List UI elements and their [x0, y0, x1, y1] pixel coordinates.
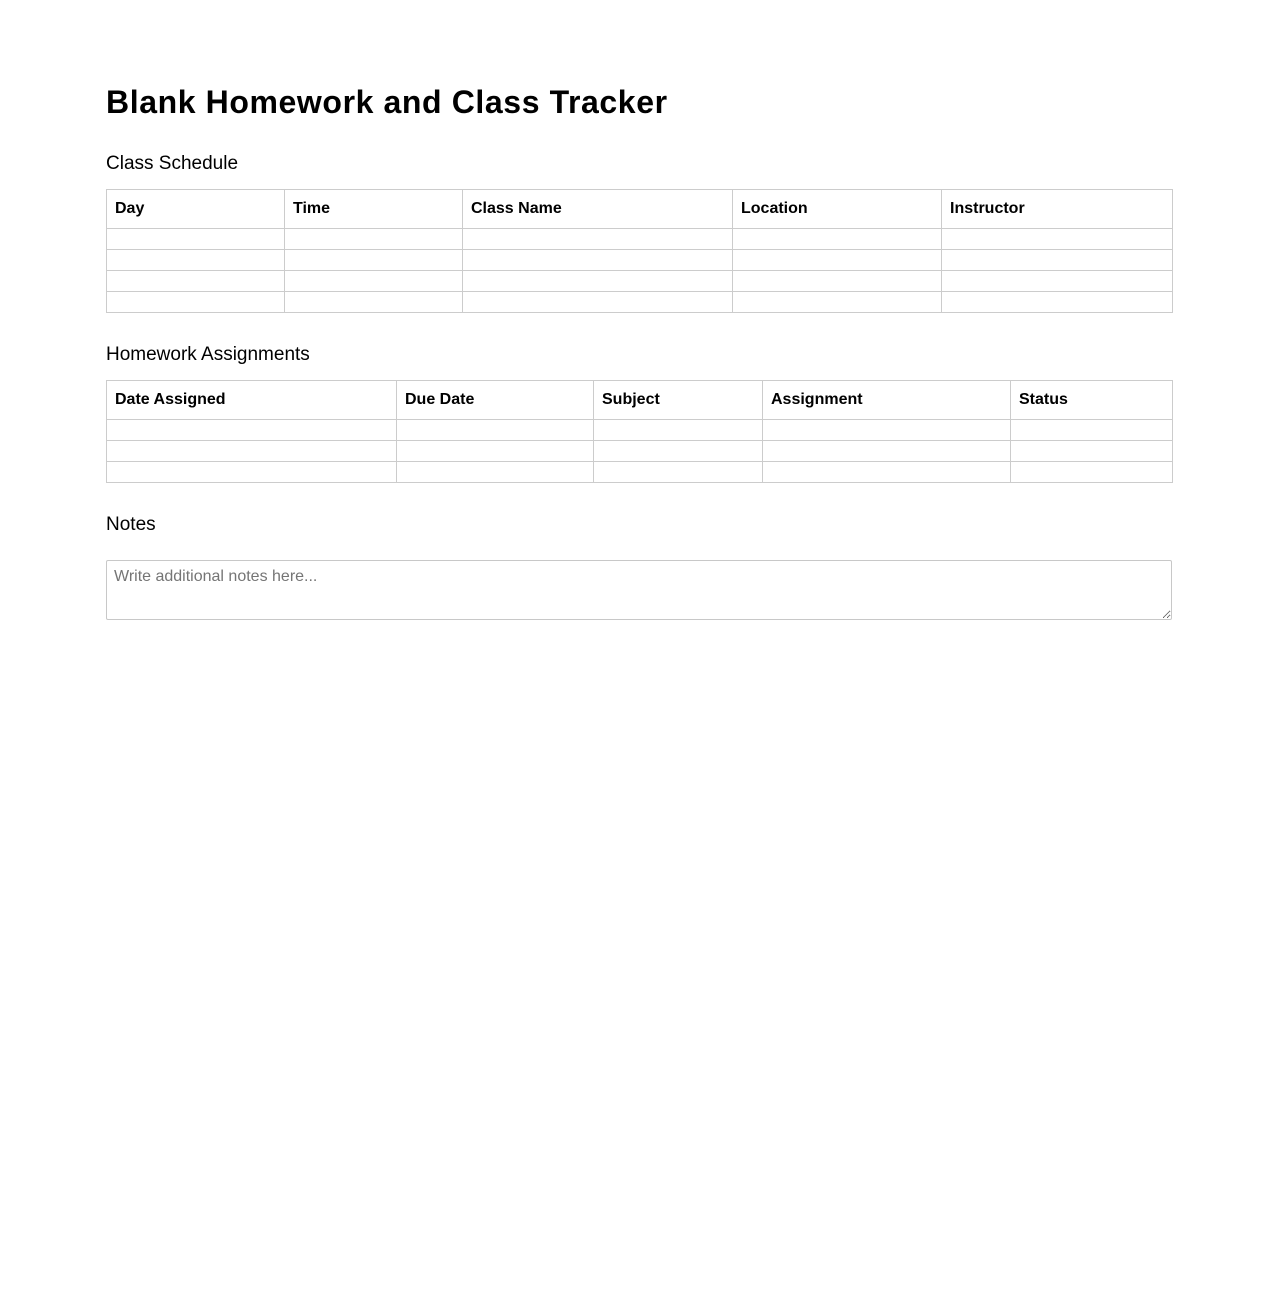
- table-cell[interactable]: [285, 271, 463, 292]
- table-row: [107, 271, 1173, 292]
- table-cell[interactable]: [733, 292, 942, 313]
- table-cell[interactable]: [942, 250, 1173, 271]
- table-row: [107, 441, 1173, 462]
- table-cell[interactable]: [463, 292, 733, 313]
- column-header-day: Day: [107, 190, 285, 229]
- table-row: [107, 420, 1173, 441]
- column-header-assignment: Assignment: [763, 381, 1011, 420]
- table-cell[interactable]: [397, 441, 594, 462]
- table-cell[interactable]: [397, 420, 594, 441]
- table-cell[interactable]: [733, 250, 942, 271]
- table-cell[interactable]: [463, 229, 733, 250]
- table-cell[interactable]: [1011, 420, 1173, 441]
- table-header-row: [107, 190, 1173, 229]
- table-header-row: [107, 381, 1173, 420]
- table-cell[interactable]: [107, 292, 285, 313]
- table-row: [107, 462, 1173, 483]
- column-header-class-name: Class Name: [463, 190, 733, 229]
- class-schedule-table: [106, 189, 1173, 313]
- table-cell[interactable]: [763, 462, 1011, 483]
- table-row: [107, 292, 1173, 313]
- table-cell[interactable]: [594, 462, 763, 483]
- table-cell[interactable]: [285, 229, 463, 250]
- table-cell[interactable]: [594, 420, 763, 441]
- table-cell[interactable]: [763, 441, 1011, 462]
- column-header-due-date: Due Date: [397, 381, 594, 420]
- table-row: [107, 250, 1173, 271]
- homework-assignments-table: [106, 380, 1173, 483]
- column-header-subject: Subject: [594, 381, 763, 420]
- table-cell[interactable]: [107, 441, 397, 462]
- tracker-page: [106, 0, 1172, 620]
- table-cell[interactable]: [1011, 441, 1173, 462]
- table-cell[interactable]: [763, 420, 1011, 441]
- column-header-date-assigned: Date Assigned: [107, 381, 397, 420]
- column-header-time: Time: [285, 190, 463, 229]
- table-cell[interactable]: [1011, 462, 1173, 483]
- notes-heading: Notes: [106, 514, 156, 535]
- table-row: [107, 229, 1173, 250]
- homework-assignments-heading: Homework Assignments: [106, 344, 310, 365]
- column-header-location: Location: [733, 190, 942, 229]
- table-cell[interactable]: [463, 250, 733, 271]
- table-cell[interactable]: [107, 271, 285, 292]
- table-cell[interactable]: [285, 250, 463, 271]
- page-title: Blank Homework and Class Tracker: [106, 84, 668, 120]
- column-header-instructor: Instructor: [942, 190, 1173, 229]
- table-cell[interactable]: [107, 229, 285, 250]
- table-cell[interactable]: [942, 271, 1173, 292]
- table-cell[interactable]: [942, 229, 1173, 250]
- table-cell[interactable]: [397, 462, 594, 483]
- table-cell[interactable]: [107, 462, 397, 483]
- class-schedule-heading: Class Schedule: [106, 153, 239, 174]
- table-cell[interactable]: [733, 229, 942, 250]
- table-cell[interactable]: [463, 271, 733, 292]
- column-header-status: Status: [1011, 381, 1173, 420]
- table-cell[interactable]: [285, 292, 463, 313]
- table-cell[interactable]: [594, 441, 763, 462]
- table-cell[interactable]: [107, 420, 397, 441]
- table-cell[interactable]: [733, 271, 942, 292]
- notes-textarea[interactable]: [106, 560, 1172, 620]
- table-cell[interactable]: [942, 292, 1173, 313]
- table-cell[interactable]: [107, 250, 285, 271]
